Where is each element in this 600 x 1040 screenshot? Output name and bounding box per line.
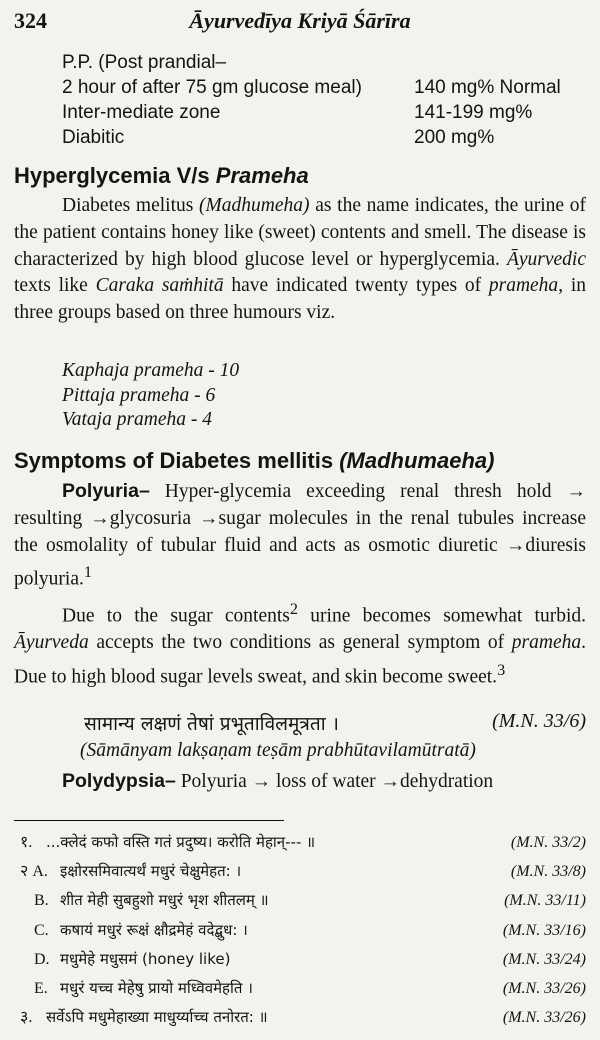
footnote-mark: E.	[34, 979, 48, 997]
footnote-mark: D.	[34, 950, 50, 968]
footnote-item	[14, 828, 586, 857]
footnote-text: इक्षोरसमिवात्यर्थं मधुरं चेक्षुमेहत: ।	[60, 862, 242, 881]
polydypsia-label: Polydypsia–	[62, 770, 176, 792]
glucose-level-row	[62, 125, 586, 150]
verse-reference: (M.N. 33/6)	[492, 710, 586, 732]
prameha-types-list	[62, 359, 239, 433]
polyuria-label: Polyuria–	[62, 480, 150, 502]
footnote-text: मधुमेहे मधुसमं (honey like)	[60, 949, 231, 968]
footnote-divider	[14, 820, 284, 821]
glucose-level-label: Diabitic	[62, 127, 125, 148]
glucose-level-value: 200 mg%	[414, 127, 495, 148]
glucose-level-label: 2 hour of after 75 gm glucose meal)	[62, 77, 362, 98]
footnote-mark: २ A.	[20, 863, 48, 881]
footnote-text: शीत मेही सुबहुशो मधुरं भृश शीतलम् ॥	[60, 891, 269, 910]
footnote-mark: ३.	[20, 1009, 33, 1027]
footnote-text: कषायं मधुरं रूक्षं क्षौद्रमेहं वदेद्बुध: ।	[60, 920, 248, 939]
footnote-reference: (M.N. 33/8)	[510, 863, 586, 881]
page-header	[14, 8, 586, 36]
sugar-contents-paragraph: Due to the sugar contents$^2$ urine becomes somewhat turbid. Āyurveda accepts the two conditions as general symptom of prameha. Due to high blood sugar levels sweat, and skin become sweet.$^3$	[14, 600, 587, 688]
footnote-reference: (M.N. 33/11)	[504, 892, 586, 910]
footnote-mark: १.	[20, 834, 33, 851]
glucose-level-row	[62, 75, 586, 100]
footnote-reference: (M.N. 33/26)	[502, 979, 586, 997]
diabetes-paragraph: Diabetes melitus (Madhumeha) as the name indicates, the urine of the patient contains honey like (sweet) contents and smell. The disease is characterized by high blood glucose level or hyperglycemia. Āyurvedic texts like Caraka saṁhitā have indicated twenty types of prameha, in three groups based on three humours viz.	[14, 195, 587, 324]
prameha-type: Pittaja prameha - 6	[62, 384, 216, 406]
section-heading-symptoms: Symptoms of Diabetes mellitis (Madhumaeha)	[14, 448, 495, 473]
glucose-level-value: 141-199 mg%	[414, 102, 533, 123]
footnote-item	[14, 857, 586, 886]
footnote-reference: (M.N. 33/16)	[502, 921, 586, 939]
footnote-item	[14, 945, 586, 974]
polyuria-paragraph: Polyuria– Hyper-glycemia exceeding renal thresh hold → resulting →glycosuria →sugar molecules in the renal tubules increase the osmolality of tubular fluid and acts as osmotic diuretic →diuresis polyuria.$^1$	[14, 480, 586, 590]
glucose-level-row	[62, 100, 586, 125]
footnote-item	[14, 886, 586, 915]
footnotes	[14, 828, 586, 1032]
running-title: Āyurvedīya Kriyā Śārīra	[189, 8, 411, 33]
footnote-reference: (M.N. 33/26)	[502, 1009, 586, 1027]
footnote-ref: 3	[497, 661, 506, 680]
polydypsia-line: Polydypsia– Polyuria → loss of water →dehydration	[62, 770, 494, 792]
footnote-reference: (M.N. 33/2)	[510, 834, 586, 851]
footnote-ref: 1	[83, 563, 92, 582]
glucose-level-value: 140 mg% Normal	[414, 77, 561, 98]
footnote-mark: B.	[34, 892, 49, 910]
footnote-item	[14, 974, 586, 1003]
sanskrit-verse-text: सामान्य लक्षणं तेषां प्रभूताविलमूत्रता ।	[84, 713, 339, 735]
section-heading-hyperglycemia: Hyperglycemia V/s Prameha	[14, 163, 309, 188]
sanskrit-transliteration: (Sāmānyam lakṣaṇam teṣām prabhūtavilamūtratā)	[80, 740, 476, 761]
footnote-ref: 2	[289, 600, 299, 618]
footnote-reference: (M.N. 33/24)	[502, 950, 586, 968]
footnote-mark: C.	[34, 921, 49, 939]
glucose-level-label: P.P. (Post prandial–	[62, 52, 227, 73]
footnote-item	[14, 916, 586, 945]
footnote-text: मधुरं यच्च मेहेषु प्रायो मध्विवमेहति ।	[60, 978, 253, 997]
prameha-type: Kaphaja prameha - 10	[62, 360, 240, 381]
sanskrit-verse	[80, 710, 586, 736]
glucose-level-row	[62, 50, 586, 75]
prameha-type: Vataja prameha - 4	[62, 409, 213, 430]
glucose-level-label: Inter-mediate zone	[62, 102, 221, 123]
glucose-levels-list	[62, 50, 586, 150]
footnote-text: ...क्लेदं कफो वस्ति गतं प्रदुष्य। करोति मेहान्--- ॥	[46, 833, 316, 851]
page-number: 324	[14, 8, 47, 33]
footnote-item	[14, 1003, 586, 1032]
footnote-text: सर्वेऽपि मधुमेहाख्या माधुर्य्याच्च तनोरत: ॥	[46, 1008, 268, 1027]
